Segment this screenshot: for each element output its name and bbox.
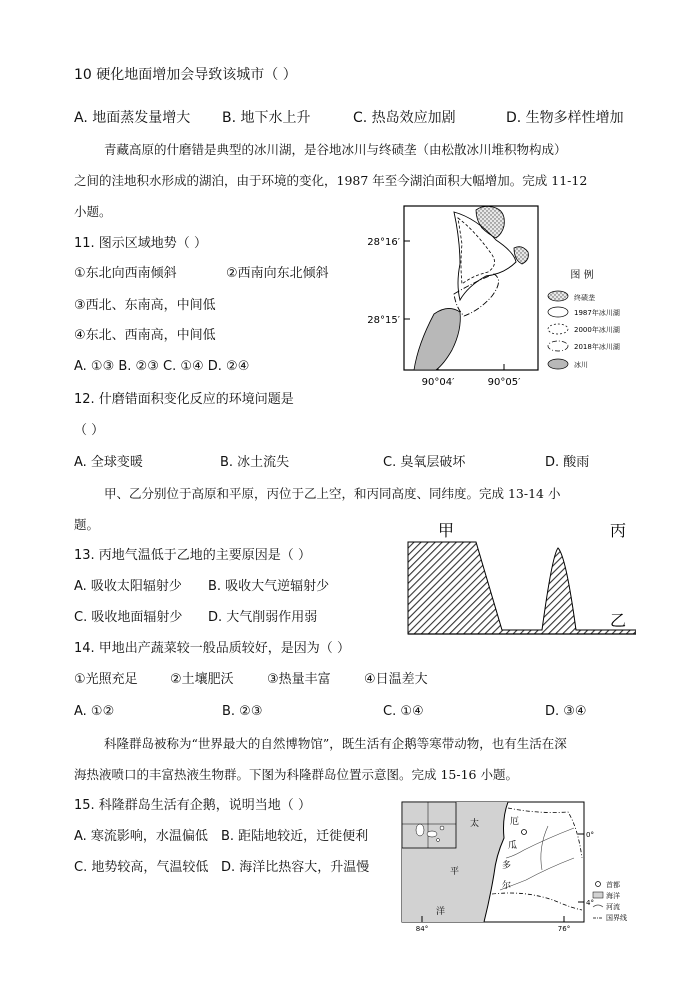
q15-option-b[interactable]: B. 距陆地较近，迁徙便利 [221,829,369,844]
legend-2018-swatch [548,341,568,351]
galapagos-map [398,798,642,936]
q12-option-d[interactable]: D. 酸雨 [545,455,590,470]
q11-option-1: ①东北向西南倾斜 [74,266,177,281]
q13-option-d[interactable]: D. 大气削弱作用弱 [208,610,318,625]
q12-blank: （ ） [74,423,105,438]
q12-option-a[interactable]: A. 全球变暖 [74,455,143,470]
country-char-3: 多 [502,861,512,871]
q14-option-d[interactable]: D. ③④ [545,704,587,719]
q15-option-c[interactable]: C. 地势较高，气温较低 [74,860,209,875]
q13-option-c[interactable]: C. 吸收地面辐射少 [74,610,183,625]
inset-box [402,802,456,848]
legend-river-label: 河流 [606,903,620,911]
q14-option-2: ②土壤肥沃 [170,672,234,687]
q13-stem: 13. 丙地气温低于乙地的主要原因是（ ） [74,548,311,563]
q11-stem: 11. 图示区域地势（ ） [74,236,207,251]
intro-15-line1: 科隆群岛被称为“世界最大的自然博物馆”，既生活有企鹅等寒带动物，也有生活在深 [104,736,567,751]
legend-1987-swatch [548,307,568,317]
q15-option-d[interactable]: D. 海洋比热容大，升温慢 [221,860,370,875]
q14-option-a[interactable]: A. ①② [74,704,115,719]
q11-option-3: ③西北、东南高，中间低 [74,298,216,313]
legend-moraine-label: 终碛垄 [574,294,595,302]
legend-2018-label: 2018年冰川湖 [574,343,620,351]
legend-capital-swatch [596,882,601,887]
q11-choices[interactable]: A. ①③ B. ②③ C. ①④ D. ②④ [74,359,250,374]
label-yi: 乙 [610,611,627,630]
intro-15-line2: 海热液喷口的丰富热液生物群。下图为科隆群岛位置示意图。完成 15-16 小题。 [74,767,518,782]
intro-11-line1: 青藏高原的什磨错是典型的冰川湖，是谷地冰川与终碛垄（由松散冰川堆积物构成） [104,142,567,157]
q10-option-d[interactable]: D. 生物多样性增加 [506,110,624,126]
lat-top-label: 0° [586,831,594,839]
q13-option-b[interactable]: B. 吸收大气逆辐射少 [208,579,330,594]
q15-option-a[interactable]: A. 寒流影响，水温偏低 [74,829,208,844]
lon-left-label: 84° [415,925,429,933]
lat-bottom-label: 4° [586,899,594,907]
legend-glacier-swatch [548,359,568,369]
lon-right-label: 90°05′ [487,377,521,388]
sea-char-2: 平 [450,867,460,877]
q13-option-a[interactable]: A. 吸收太阳辐射少 [74,579,182,594]
q14-option-3: ③热量丰富 [267,672,331,687]
lake-map [364,204,634,390]
legend-moraine-swatch [548,291,568,301]
q11-option-2: ②西南向东北倾斜 [226,266,329,281]
terrain-profile [404,516,636,640]
q14-option-1: ①光照充足 [74,672,138,687]
country-char-2: 瓜 [508,841,518,851]
legend-2000-label: 2000年冰川湖 [574,326,620,334]
q10-option-a[interactable]: A. 地面蒸发量增大 [74,110,191,126]
lon-right-label: 76° [557,925,571,933]
q11-option-4: ④东北、西南高，中间低 [74,328,216,343]
legend-ocean-label: 海洋 [606,892,620,900]
q14-stem: 14. 甲地出产蔬菜较一般品质较好，是因为（ ） [74,641,350,656]
legend-2000-swatch [548,324,568,334]
q14-option-b[interactable]: B. ②③ [222,704,263,719]
q14-option-c[interactable]: C. ①④ [383,704,424,719]
country-char-1: 厄 [510,817,520,827]
legend-border-label: 国界线 [606,914,627,922]
lat-bottom-label: 28°15′ [367,315,400,326]
sea-char-3: 洋 [436,907,446,917]
legend-capital-label: 首都 [606,881,620,889]
q10-option-c[interactable]: C. 热岛效应加剧 [353,110,456,126]
q15-stem: 15. 科隆群岛生活有企鹅，说明当地（ ） [74,798,311,813]
sea-char-1: 太 [470,819,480,829]
legend-river-swatch [593,905,603,907]
intro-11-line3: 小题。 [74,204,112,219]
q12-stem: 12. 什磨错面积变化反应的环境问题是 [74,392,294,407]
terrain-shape [408,542,636,634]
legend-glacier-label: 冰川 [574,361,588,369]
intro-11-line2: 之间的洼地积水形成的湖泊，由于环境的变化，1987 年至今湖泊面积大幅增加。完成 11-12 [74,173,588,188]
intro-13-line1: 甲、乙分别位于高原和平原，丙位于乙上空，和丙同高度、同纬度。完成 13-14 小 [104,486,561,501]
q10-option-b[interactable]: B. 地下水上升 [222,110,311,126]
lon-left-label: 90°04′ [421,377,455,388]
q14-option-4: ④日温差大 [364,672,428,687]
island-1 [416,824,424,836]
intro-13-line2: 题。 [74,517,100,532]
q12-option-c[interactable]: C. 臭氧层破坏 [383,455,466,470]
q12-option-b[interactable]: B. 冰土流失 [220,455,290,470]
q10-stem: 10 硬化地面增加会导致该城市（ ） [74,67,297,83]
legend-ocean-swatch [593,892,603,898]
label-bing: 丙 [610,521,627,540]
legend-title: 图 例 [570,270,594,281]
country-char-4: 尔 [502,881,512,891]
island-2 [427,831,437,837]
capital-marker [522,830,527,835]
lat-top-label: 28°16′ [367,237,400,248]
legend-1987-label: 1987年冰川湖 [574,309,620,317]
label-jia: 甲 [438,521,455,540]
